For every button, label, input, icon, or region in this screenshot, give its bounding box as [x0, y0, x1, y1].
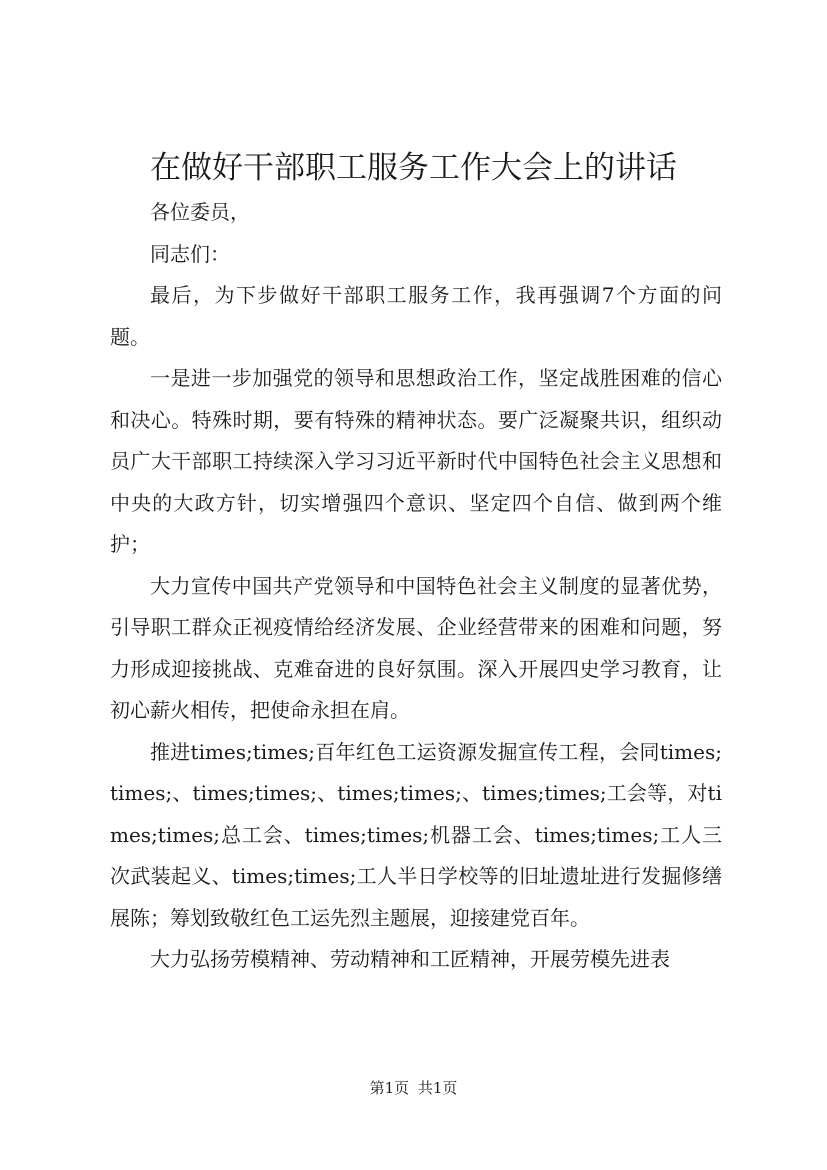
document-body: [110, 192, 722, 981]
document-title: 在做好干部职工服务工作大会上的讲话: [150, 150, 677, 186]
paragraph: 一是进一步加强党的领导和思想政治工作，坚定战胜困难的信心和决心。特殊时期，要有特殊的精神状态。要广泛凝聚共识，组织动员广大干部职工持续深入学习习近平新时代中国特色社会主义思想和中央的大政方针，切实增强四个意识、坚定四个自信、做到两个维护；: [110, 366, 722, 556]
paragraph: 推进times;times;百年红色工运资源发掘宣传工程，会同times;times;、times;times;、times;times;、times;times;工会等，对times;times;总工会、times;times;机器工会、times;times;工人三次武装起义、times;times;工人半日学校等的旧址遗址进行发掘修缮展陈；筹划致敬红色工运先烈主题展，迎接建党百年。: [110, 739, 722, 930]
paragraph: 各位委员，: [150, 200, 250, 224]
paragraph: 同志们：: [150, 241, 230, 266]
paragraph: 大力宣传中国共产党领导和中国特色社会主义制度的显著优势，引导职工群众正视疫情给经济发展、企业经营带来的困难和问题，努力形成迎接挑战、克难奋进的良好氛围。深入开展四史学习教育，让初心薪火相传，把使命永担在肩。: [110, 573, 722, 722]
page-footer: 第1页 共1页: [369, 1079, 458, 1097]
paragraph: 大力弘扬劳模精神、劳动精神和工匠精神，开展劳模先进表: [150, 947, 670, 971]
paragraph: 最后，为下步做好干部职工服务工作，我再强调7个方面的问题。: [110, 283, 722, 349]
